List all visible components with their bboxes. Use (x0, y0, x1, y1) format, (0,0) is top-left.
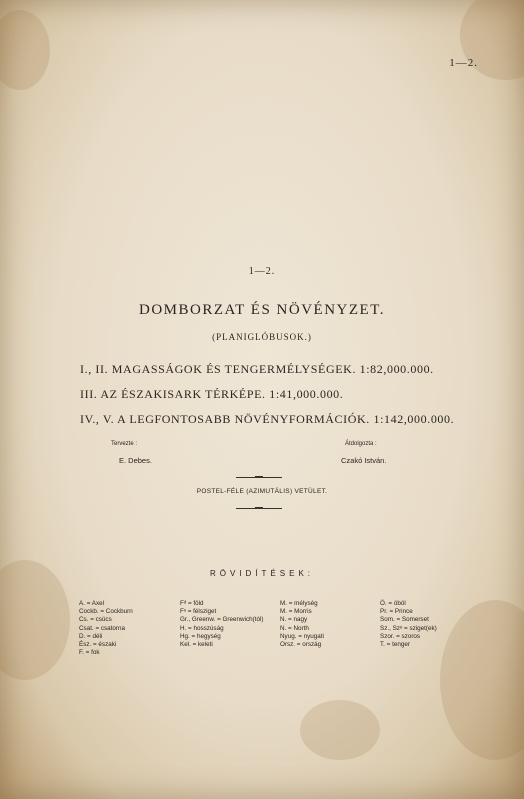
abbreviation-entry: T. = tenger (380, 641, 410, 649)
abbreviations-column-2 (180, 600, 263, 649)
designer-label: Tervezte : (111, 441, 138, 447)
subtitle: (PLANIGLÓBUSOK.) (212, 332, 312, 342)
abbreviation-entry: Fᵈ = föld (180, 600, 204, 607)
abbreviation-entry: Kel. = keleti (180, 641, 213, 649)
abbreviation-entry: N. = nagy (280, 616, 308, 624)
paper-stain (300, 700, 380, 760)
abbreviation-entry: Pr. = Prince (380, 608, 413, 616)
map-item-2: III. AZ ÉSZAKISARK TÉRKÉPE. 1:41,000.000. (80, 387, 344, 401)
abbreviation-entry: Csat. = csatorna (79, 624, 126, 632)
map-item-3: IV., V. A LEGFONTOSABB NÖVÉNYFORMÁCIÓK. 1:142,000.000. (80, 412, 455, 426)
plate-number-top: 1—2. (449, 57, 478, 69)
abbreviations-column-1 (79, 600, 133, 657)
abbreviation-entry: N. = North (280, 624, 309, 632)
paper-stain (440, 600, 524, 760)
abbreviation-entry: Fˢ = félsziget (180, 608, 217, 616)
abbreviation-entry: A. = Axel (79, 600, 105, 607)
abbreviation-entry: Gr., Greenw. = Greenwich(tól) (180, 616, 264, 624)
abbreviation-entry: Nyug. = nyugati (280, 632, 324, 640)
abbreviation-entry: Hg. = hegység (180, 632, 221, 640)
projection-note: POSTEL-FÉLE (AZIMUTÁLIS) VETÜLET. (196, 488, 328, 495)
paper-stain (0, 10, 50, 90)
abbreviation-entry: Ész. = északi (79, 641, 117, 649)
abbreviations-column-4 (380, 600, 437, 649)
abbreviation-entry: M. = mélység (280, 600, 318, 607)
main-title: DOMBORZAT ÉS NÖVÉNYZET. (138, 302, 386, 318)
abbreviation-entry: M. = Morris (280, 608, 312, 616)
plate-number-mid: 1—2. (248, 266, 276, 277)
paper-stain (0, 560, 70, 680)
author-name: Czakó István. (341, 456, 387, 465)
abbreviation-entry: Cockb. = Cockburn (79, 608, 133, 616)
author-label: Átdolgozta : (345, 441, 377, 447)
abbreviation-entry: Ö. = öböl (380, 600, 406, 607)
abbreviation-entry: Cs. = csúcs (79, 616, 112, 624)
abbreviation-entry: H. = hosszúság (180, 624, 224, 632)
divider-ornament (255, 507, 263, 509)
map-item-1: I., II. MAGASSÁGOK ÉS TENGERMÉLYSÉGEK. 1:82,000.000. (80, 362, 434, 376)
abbreviation-entry: Szor. = szoros (380, 632, 421, 640)
abbreviation-entry: D. = déli (79, 632, 103, 640)
abbreviation-entry: Orsz. = ország (280, 641, 322, 649)
designer-name: E. Debes. (119, 456, 152, 465)
abbreviations-column-3 (280, 600, 324, 649)
abbreviation-entry: F. = fok (79, 649, 100, 657)
abbreviation-entry: Som. = Somerset (380, 616, 429, 624)
divider-ornament (255, 476, 263, 478)
abbreviations-heading: RÖVIDÍTÉSEK: (209, 569, 314, 578)
abbreviation-entry: Sz., Szᵉ = sziget(ek) (380, 624, 437, 632)
